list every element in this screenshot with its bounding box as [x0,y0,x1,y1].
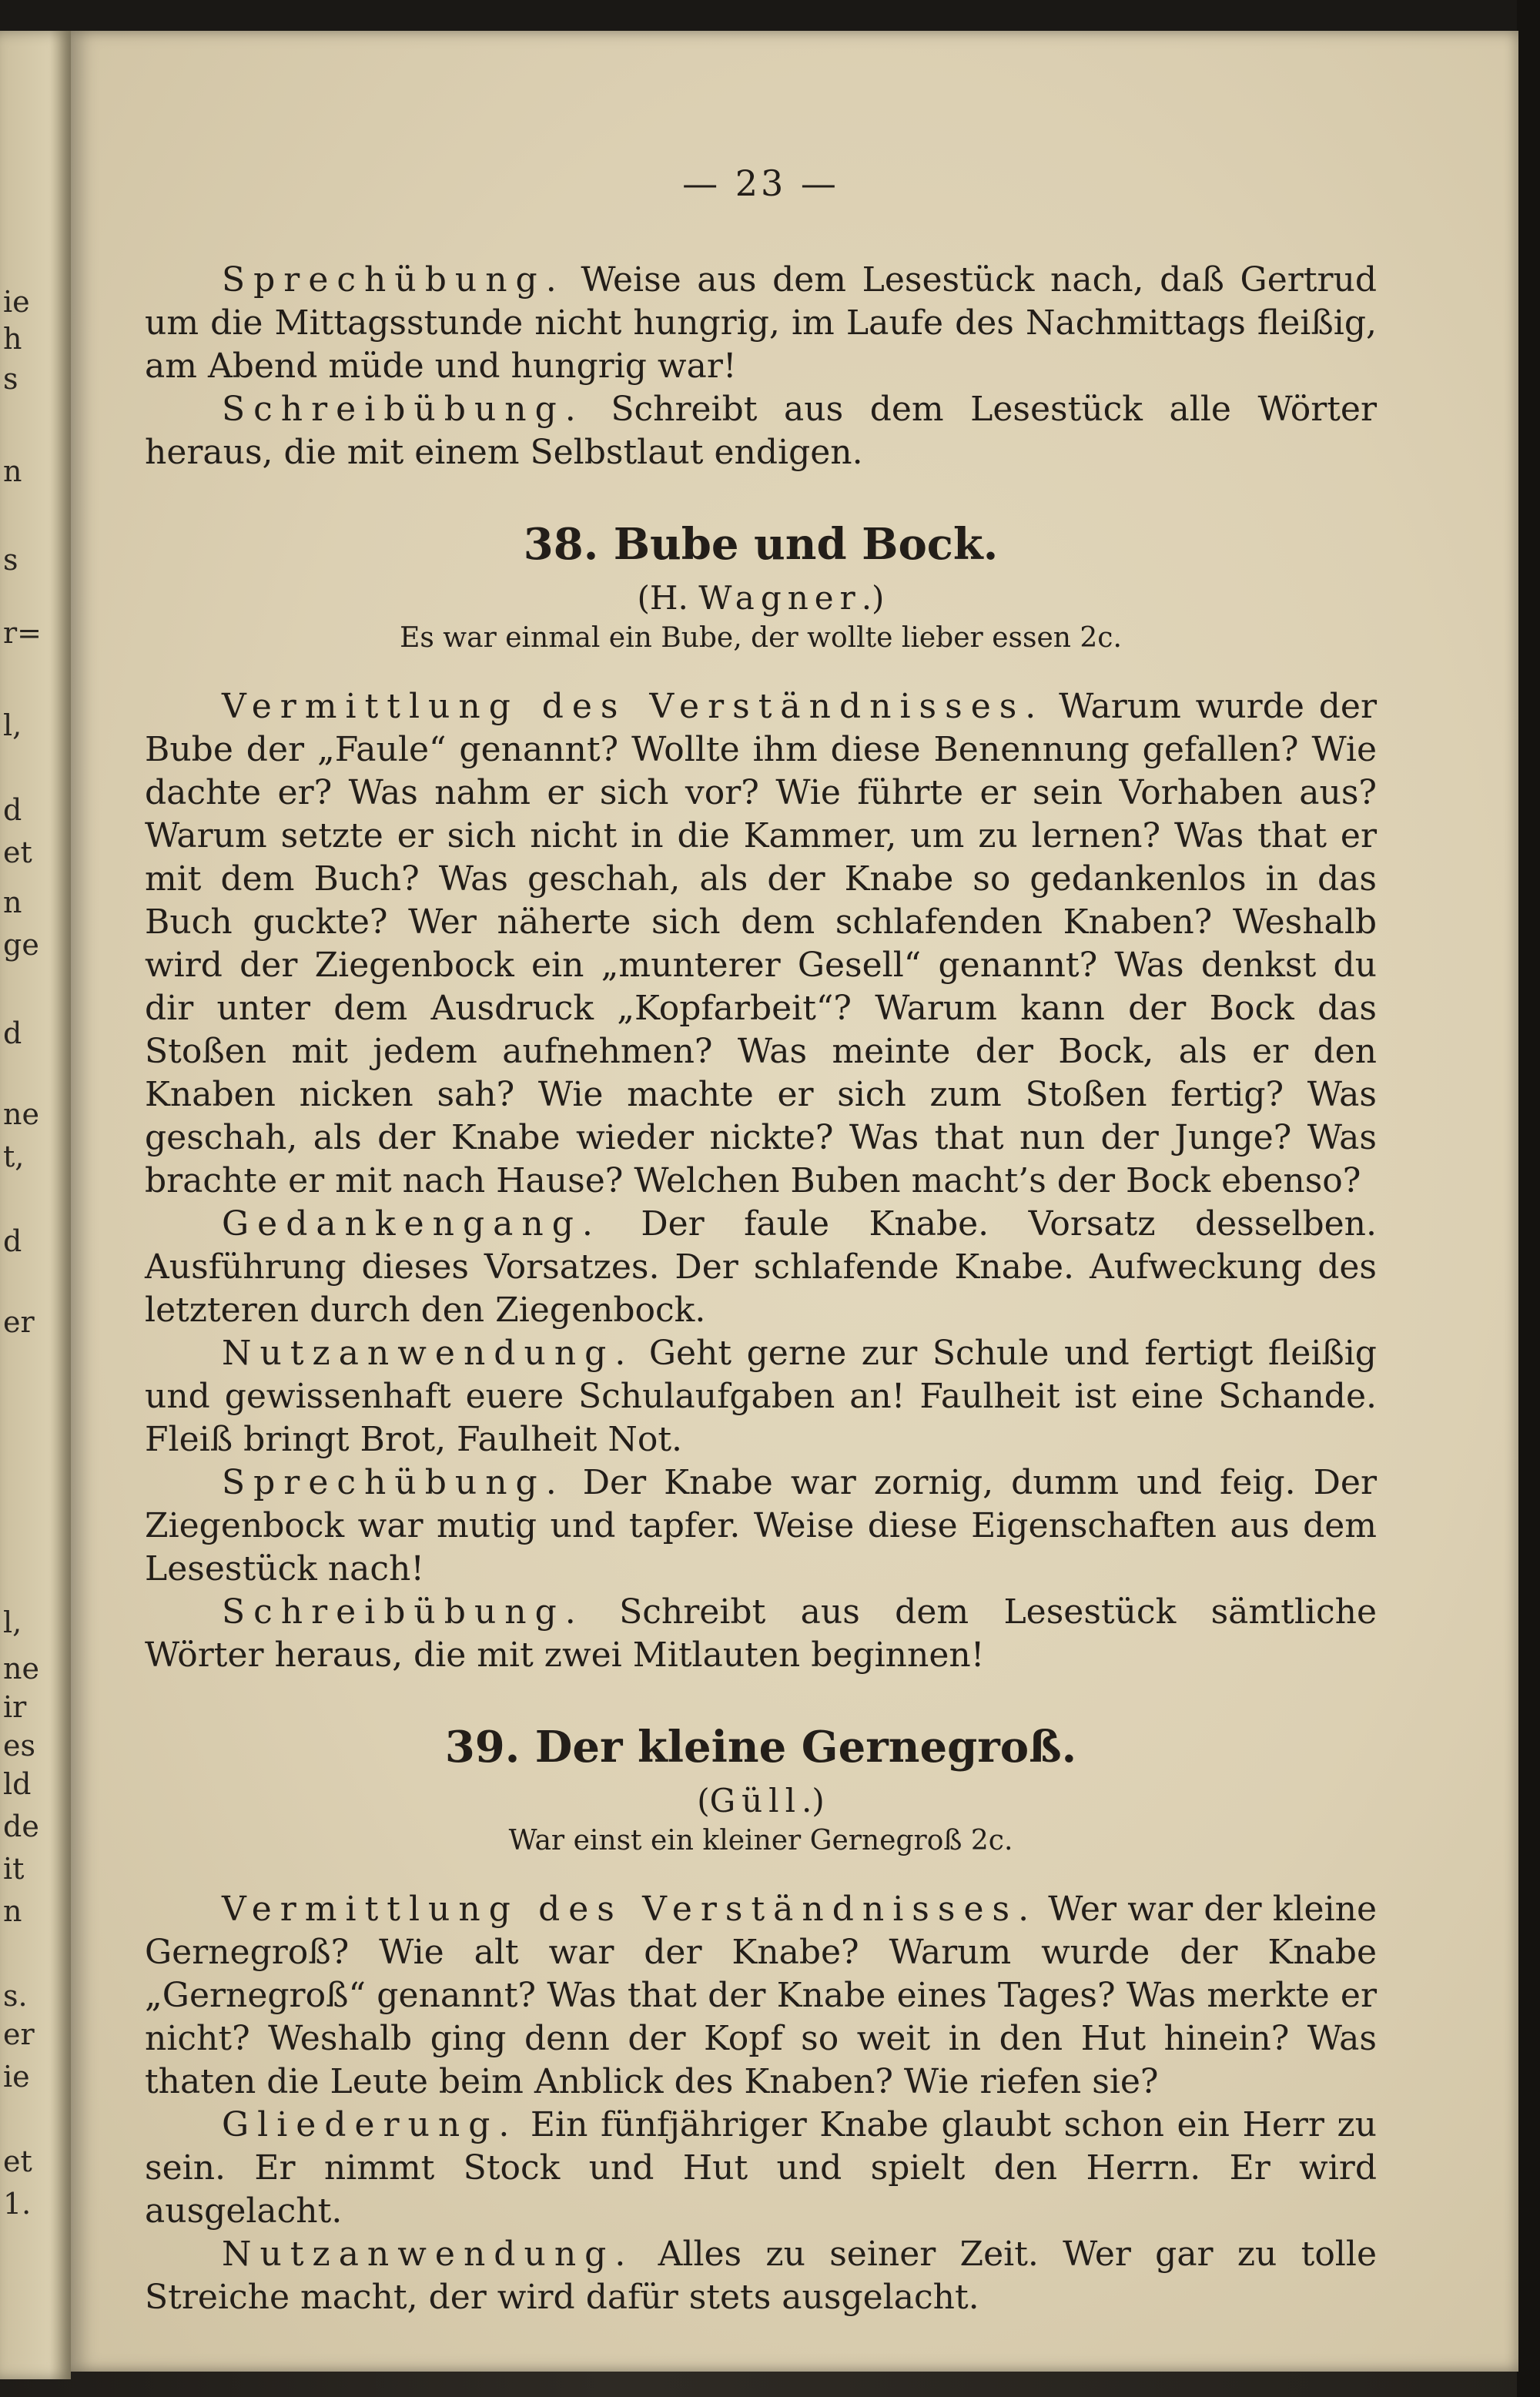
paragraph-gedankengang-38 [145,1203,1377,1332]
margin-fragment: l, [3,1605,22,1639]
margin-fragment: l, [3,708,22,742]
section-label: Schreibübung. [222,1592,584,1632]
paragraph-text: Wer war der kleine Gernegroß? Wie alt war der Knabe? Warum wurde der Knabe „Gernegroß“ genannt? Was that der Knabe eines Tages? Was merkte er nicht? Weshalb ging denn der Kopf so weit in den Hut hinein? Was thaten die Leute beim Anblick des Knaben? Wie riefen sie? [145,1890,1377,2101]
margin-fragment: 1. [3,2187,32,2221]
section-label: Gliederung. [222,2105,518,2144]
paragraph-vermittlung-38 [145,685,1377,1203]
paragraph-text: Ein fünfjähriger Knabe glaubt schon ein Herr zu sein. Er nimmt Stock und Hut und spielt den Herrn. Er wird ausgelacht. [145,2105,1377,2231]
section-label: Nutzanwendung. [222,1334,634,1373]
margin-fragment: d [3,793,22,827]
author-close: .) [861,579,885,617]
margin-fragment: it [3,1852,25,1886]
author-open: (H. [637,579,699,617]
margin-fragment: n [3,1894,22,1928]
book-page [71,31,1518,2372]
margin-fragment: et [3,835,32,869]
page-content [145,162,1377,2319]
paragraph-text: Geht gerne zur Schule und fertigt fleißig und gewissenhaft euere Schulaufgaben an! Faulheit ist eine Schande. Fleiß bringt Brot, Faulheit Not. [145,1334,1377,1459]
book-top-edge [0,0,1540,31]
section-label: Nutzanwendung. [222,2235,634,2274]
paragraph-text: Weise aus dem Lesestück nach, daß Gertrud um die Mittagsstunde nicht hungrig, im Laufe des Nachmittags fleißig, am Abend müde und hungrig war! [145,260,1377,386]
margin-fragment: ne [3,1652,39,1686]
margin-fragment: ld [3,1767,32,1801]
incipit-38: Es war einmal ein Bube, der wollte lieber essen 2c. [400,622,1122,654]
paragraph-vermittlung-39 [145,1888,1377,2104]
margin-fragment: ge [3,928,39,962]
margin-fragment: n [3,454,22,488]
author-close: .) [802,1782,825,1820]
chapter-heading-38: 38. Bube und Bock. [523,519,999,570]
margin-fragment: de [3,1809,39,1843]
section-label: Vermittlung des Verständnisses. [222,1890,1038,1929]
margin-fragment: er [3,1305,35,1339]
margin-fragment: d [3,1016,22,1050]
margin-fragment: n [3,885,22,919]
section-label: Schreibübung. [222,390,584,429]
author-attribution-39 [145,1780,1377,1822]
margin-fragment: ne [3,1097,39,1131]
chapter-heading-39: 39. Der kleine Gernegroß. [444,1722,1077,1773]
margin-fragment: t, [3,1140,25,1173]
author-name: Wagner [698,579,862,617]
paragraph-text: Der faule Knabe. Vorsatz desselben. Ausführung dieses Vorsatzes. Der schlafende Knabe. Aufweckung des letzteren durch den Ziegenbock. [145,1204,1377,1330]
incipit-39: War einst ein kleiner Gernegroß 2c. [508,1825,1013,1856]
author-name: Güll [709,1782,802,1820]
author-open: ( [697,1782,710,1820]
author-attribution-38 [145,577,1377,619]
section-label: Sprechübung. [222,260,565,300]
paragraph-text: Warum wurde der Bube der „Faule“ genannt? Wollte ihm diese Benennung gefallen? Wie dachte er? Was nahm er sich vor? Wie führte er sein Vorhaben aus? Warum setzte er sich nicht in die Kammer, um zu lernen? Was that er mit dem Buch? Was geschah, als der Knabe so gedankenlos in das Buch guckte? Wer näherte sich dem schlafenden Knaben? Weshalb wird der Ziegenbock ein „munterer Gesell“ genannt? Was denkst du dir unter dem Ausdruck „Kopfarbeit“? Warum kann der Bock das Stoßen mit jedem aufnehmen? Was meinte der Bock, als er den Knaben nicken sah? Wie machte er sich zum Stoßen fertig? Was geschah, als der Knabe wieder nickte? Was that nun der Junge? Was brachte er mit nach Hause? Welchen Buben macht’s der Bock ebenso? [145,687,1377,1200]
paragraph-schreibuebung-37 [145,388,1377,474]
paragraph-gliederung-39 [145,2104,1377,2233]
margin-fragment: h [3,322,22,356]
paragraph-text: Schreibt aus dem Lesestück sämtliche Wörter heraus, die mit zwei Mitlauten beginnen! [145,1592,1377,1675]
paragraph-sprechuebung-38 [145,1461,1377,1591]
margin-fragment: es [3,1729,35,1763]
margin-fragment: ir [3,1690,27,1724]
margin-fragment: s [3,543,18,577]
margin-fragment: et [3,2144,32,2178]
paragraph-nutzanwendung-38 [145,1332,1377,1461]
margin-fragment: r= [3,616,42,650]
paragraph-text: Schreibt aus dem Lesestück alle Wörter heraus, die mit einem Selbstlaut endigen. [145,390,1377,472]
paragraph-text: Alles zu seiner Zeit. Wer gar zu tolle Streiche macht, der wird dafür stets ausgelacht. [145,2235,1377,2317]
margin-fragment: s [3,362,18,396]
margin-fragment: s. [3,1979,28,2013]
paragraph-nutzanwendung-39 [145,2233,1377,2319]
paragraph-schreibuebung-38 [145,1591,1377,1677]
paragraph-sprechuebung-37 [145,259,1377,388]
margin-fragment: ie [3,285,30,319]
section-label: Sprechübung. [222,1463,565,1502]
margin-fragment: er [3,2017,35,2051]
book-right-edge [1517,0,1540,2397]
margin-fragment: ie [3,2060,30,2094]
section-label: Vermittlung des Verständnisses. [222,687,1045,726]
section-label: Gedankengang. [222,1204,601,1244]
page-number: — 23 — [682,162,839,204]
margin-fragment: d [3,1224,22,1258]
paragraph-text: Der Knabe war zornig, dumm und feig. Der Ziegenbock war mutig und tapfer. Weise diese Eigenschaften aus dem Lesestück nach! [145,1463,1377,1589]
previous-page-sliver [0,31,71,2379]
